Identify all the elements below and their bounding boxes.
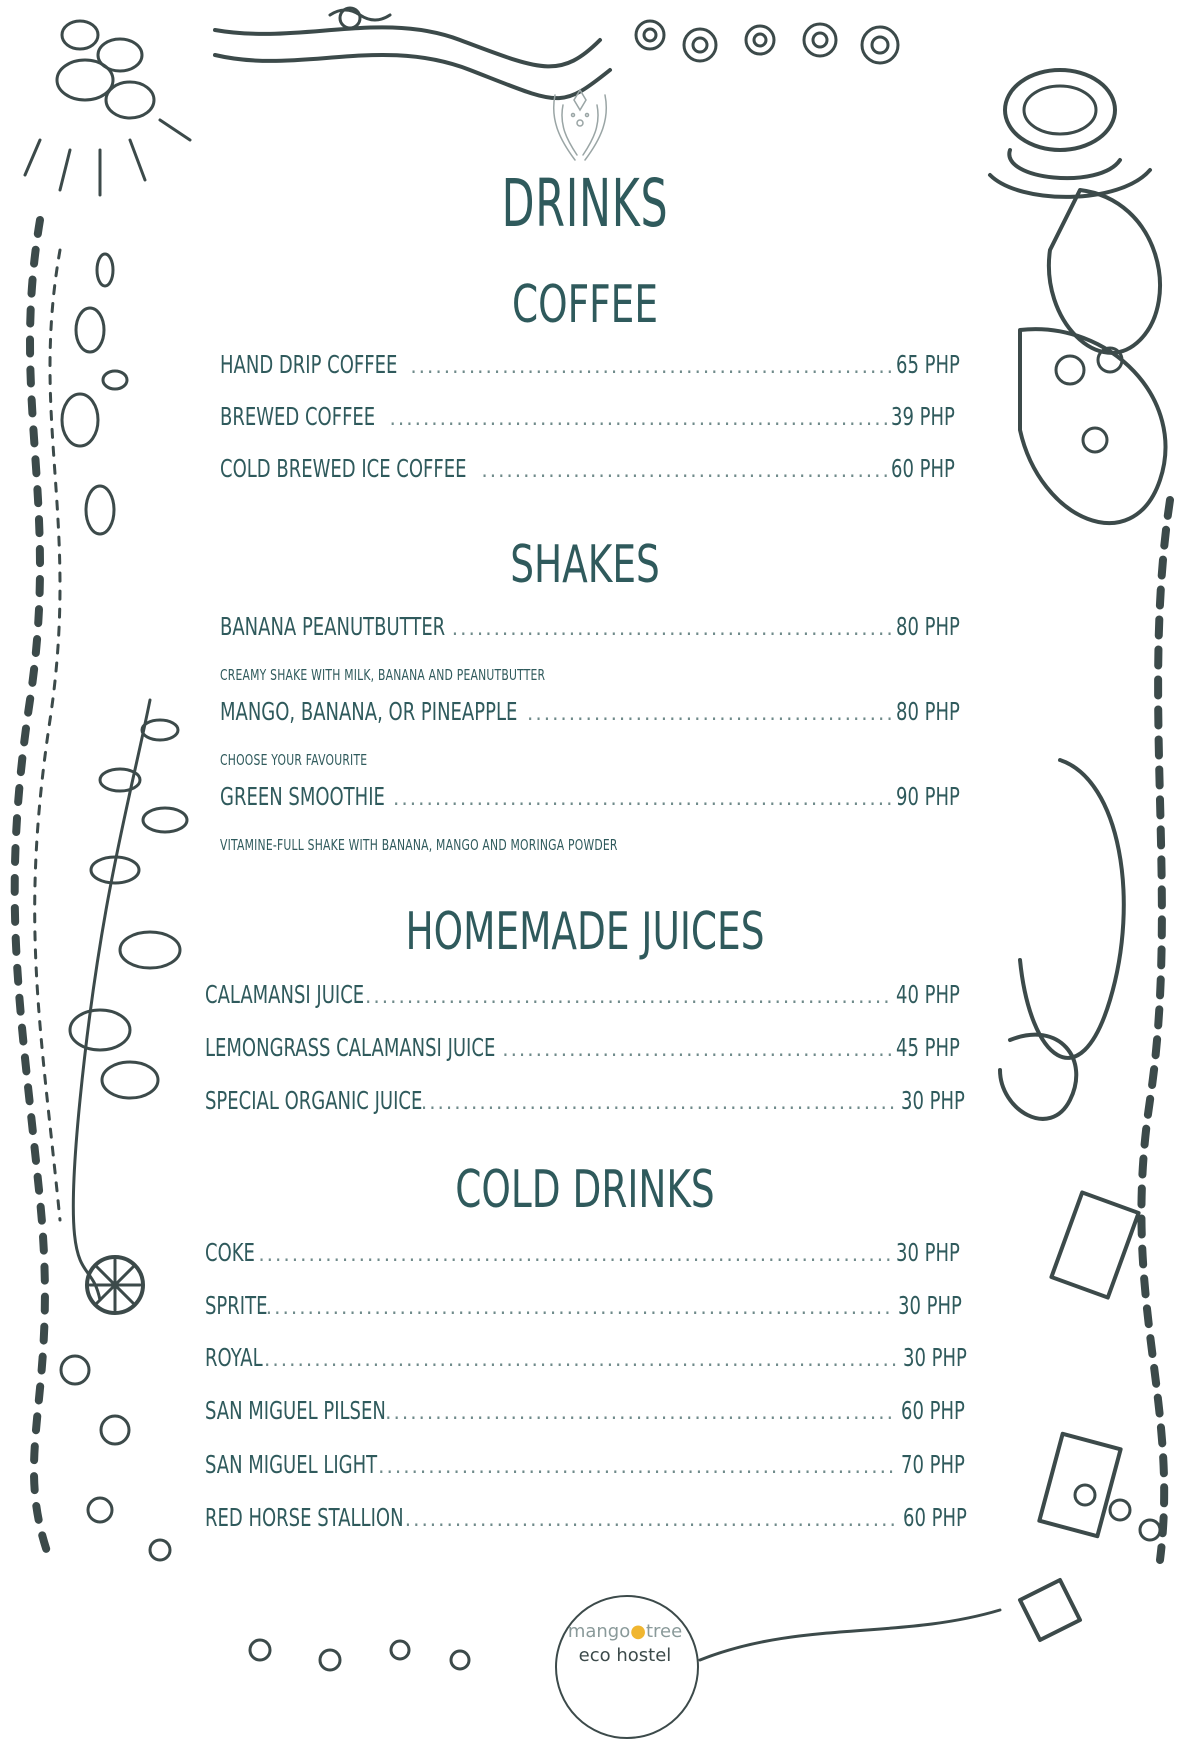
menu-item bbox=[220, 782, 961, 822]
item-description-text: VITAMINE-FULL SHAKE WITH BANANA, MANGO AND MORINGA POWDER bbox=[220, 836, 618, 854]
item-name: ROYAL bbox=[205, 1343, 263, 1372]
hostel-logo bbox=[555, 1595, 695, 1675]
item-description-text: CHOOSE YOUR FAVOURITE bbox=[220, 751, 368, 769]
item-description bbox=[220, 666, 672, 684]
menu-item bbox=[205, 1503, 968, 1543]
item-price: 80 PHP bbox=[896, 612, 961, 641]
dot-leader bbox=[481, 458, 887, 482]
item-price: 45 PHP bbox=[896, 1033, 961, 1062]
item-description bbox=[220, 836, 772, 854]
dot-leader bbox=[393, 786, 892, 810]
item-name: MANGO, BANANA, OR PINEAPPLE bbox=[220, 697, 518, 726]
section-heading-homemade-juices: HOMEMADE JUICES bbox=[405, 902, 765, 962]
menu-item bbox=[205, 1450, 966, 1490]
item-name: SAN MIGUEL LIGHT bbox=[205, 1450, 378, 1479]
dot-leader bbox=[405, 1507, 900, 1531]
dot-leader bbox=[378, 1454, 897, 1478]
section-heading-shakes: SHAKES bbox=[510, 535, 660, 595]
hands-lotus-icon bbox=[535, 85, 625, 165]
item-price: 39 PHP bbox=[891, 402, 956, 431]
item-price: 30 PHP bbox=[896, 1238, 961, 1267]
item-name: GREEN SMOOTHIE bbox=[220, 782, 385, 811]
menu-item bbox=[205, 980, 961, 1020]
dot-leader bbox=[385, 1400, 897, 1424]
section-heading-cold-drinks: COLD DRINKS bbox=[455, 1160, 715, 1220]
dot-leader bbox=[502, 1037, 892, 1061]
item-name: LEMONGRASS CALAMANSI JUICE bbox=[205, 1033, 496, 1062]
logo-brand-part2: tree bbox=[645, 1621, 683, 1642]
logo-circle bbox=[555, 1595, 699, 1739]
item-price: 30 PHP bbox=[903, 1343, 968, 1372]
mango-icon: ● bbox=[630, 1621, 646, 1642]
item-name: CALAMANSI JUICE bbox=[205, 980, 365, 1009]
item-name: HAND DRIP COFFEE bbox=[220, 350, 398, 379]
dot-leader bbox=[258, 1242, 892, 1266]
dot-leader bbox=[264, 1347, 899, 1371]
dot-leader bbox=[421, 1090, 897, 1114]
item-name: SPRITE bbox=[205, 1291, 268, 1320]
item-price: 60 PHP bbox=[901, 1396, 966, 1425]
menu-item bbox=[220, 402, 956, 442]
item-price: 60 PHP bbox=[903, 1503, 968, 1532]
dot-leader bbox=[527, 701, 892, 725]
menu-item bbox=[220, 697, 961, 737]
item-name: RED HORSE STALLION bbox=[205, 1503, 404, 1532]
item-price: 90 PHP bbox=[896, 782, 961, 811]
menu-item bbox=[205, 1291, 963, 1331]
item-description bbox=[220, 751, 425, 769]
menu-content bbox=[205, 80, 968, 1640]
page-title: DRINKS bbox=[501, 165, 669, 242]
menu-item bbox=[205, 1086, 966, 1126]
menu-item bbox=[205, 1033, 961, 1073]
dot-leader bbox=[410, 354, 892, 378]
menu-item bbox=[220, 454, 956, 494]
logo-brand bbox=[555, 1621, 695, 1642]
menu-item bbox=[205, 1238, 961, 1278]
item-name: COLD BREWED ICE COFFEE bbox=[220, 454, 467, 483]
item-name: SPECIAL ORGANIC JUICE bbox=[205, 1086, 423, 1115]
item-name: COKE bbox=[205, 1238, 255, 1267]
item-price: 60 PHP bbox=[891, 454, 956, 483]
item-price: 30 PHP bbox=[898, 1291, 963, 1320]
item-price: 80 PHP bbox=[896, 697, 961, 726]
dot-leader bbox=[365, 984, 892, 1008]
item-price: 30 PHP bbox=[901, 1086, 966, 1115]
menu-item bbox=[220, 612, 961, 652]
menu-item bbox=[220, 350, 961, 390]
dot-leader bbox=[266, 1295, 895, 1319]
dot-leader bbox=[390, 406, 888, 430]
item-price: 65 PHP bbox=[896, 350, 961, 379]
item-name: BANANA PEANUTBUTTER bbox=[220, 612, 446, 641]
dot-leader bbox=[452, 616, 893, 640]
item-name: BREWED COFFEE bbox=[220, 402, 376, 431]
item-name: SAN MIGUEL PILSEN bbox=[205, 1396, 386, 1425]
menu-item bbox=[205, 1343, 968, 1383]
section-heading-coffee: COFFEE bbox=[511, 275, 659, 335]
item-price: 70 PHP bbox=[901, 1450, 966, 1479]
item-price: 40 PHP bbox=[896, 980, 961, 1009]
logo-brand-part1: mango bbox=[567, 1621, 631, 1642]
item-description-text: CREAMY SHAKE WITH MILK, BANANA AND PEANUTBUTTER bbox=[220, 666, 546, 684]
menu-item bbox=[205, 1396, 966, 1436]
logo-subtitle: eco hostel bbox=[578, 1645, 672, 1666]
